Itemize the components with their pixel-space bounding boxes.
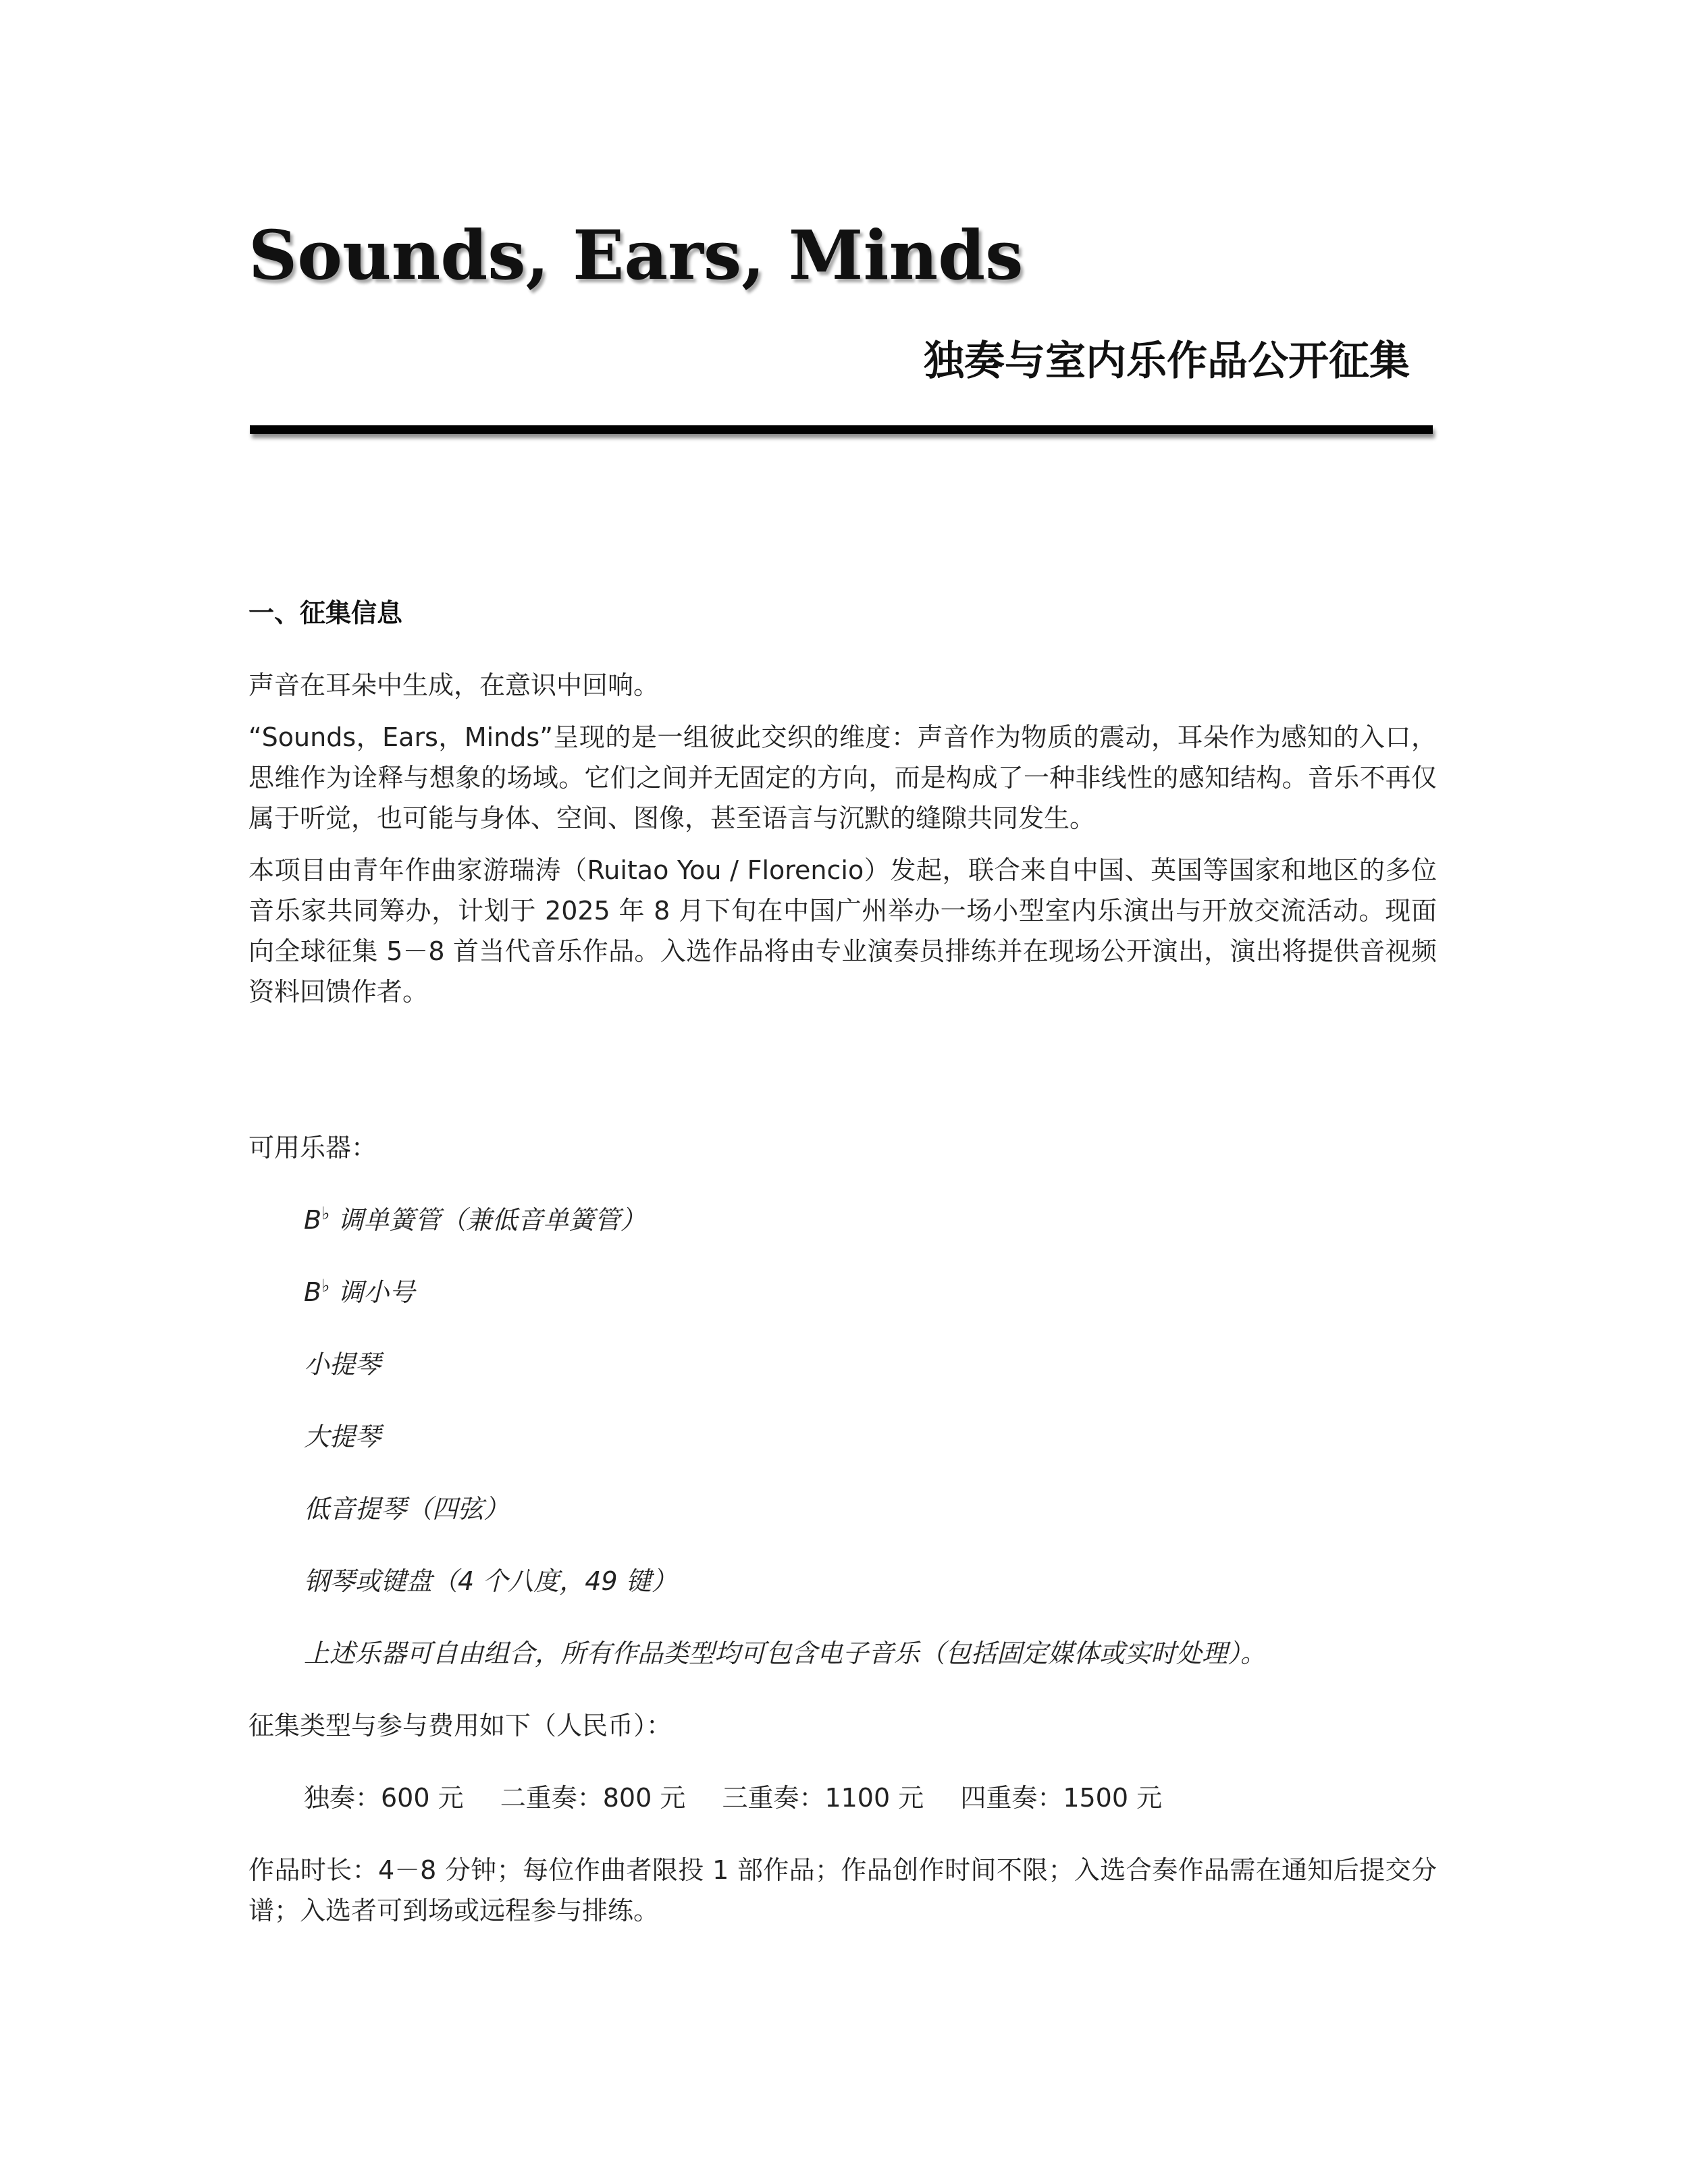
- flat-symbol: ♭: [321, 1276, 330, 1296]
- fee-list: [248, 1778, 1437, 1818]
- title-divider: [250, 425, 1433, 434]
- instrument-violin: 小提琴: [304, 1350, 381, 1379]
- document-title: Sounds, Ears, Minds: [248, 215, 1024, 295]
- section-call-info: [248, 593, 1437, 1942]
- instrument-clarinet: [248, 1200, 1437, 1240]
- note-letter: B: [304, 1277, 322, 1307]
- instrument-viola: 大提琴: [304, 1422, 381, 1451]
- instrument-list: [248, 1200, 1437, 1674]
- fee-trio: 三重奏：1100 元: [722, 1783, 924, 1813]
- instrument-clarinet-label: 调单簧管（兼低音单簧管）: [338, 1205, 646, 1235]
- concept-paragraph: “Sounds，Ears，Minds”呈现的是一组彼此交织的维度：声音作为物质的震动，耳朵作为感知的入口，思维作为诠释与想象的场域。它们之间并无固定的方向，而是构成了一种非线性的感知结构。音乐不再仅属于听觉，也可能与身体、空间、图像，甚至语言与沉默的缝隙共同发生。: [248, 722, 1437, 833]
- project-paragraph: 本项目由青年作曲家游瑞涛（Ruitao You / Florencio）发起，联合来自中国、英国等国家和地区的多位音乐家共同筹办，计划于 2025 年 8 月下旬在中国广州举办一场小型室内乐演出与开放交流活动。现面向全球征集 5－8 首当代音乐作品。入选作品将由专业演奏员排练并在现场公开演出，演出将提供音视频资料回馈作者。: [248, 855, 1437, 1007]
- fee-duo: 二重奏：800 元: [500, 1783, 686, 1813]
- requirements-paragraph: 作品时长：4－8 分钟；每位作曲者限投 1 部作品；作品创作时间不限；入选合奏作品需在通知后提交分谱；入选者可到场或远程参与排练。: [248, 1855, 1437, 1925]
- document-subtitle: 独奏与室内乐作品公开征集: [924, 338, 1410, 385]
- intro-paragraph: 声音在耳朵中生成，在意识中回响。: [248, 670, 660, 700]
- spacer: [248, 1023, 1437, 1127]
- section-heading: 一、征集信息: [248, 598, 403, 628]
- instrument-double-bass: 低音提琴（四弦）: [304, 1494, 510, 1524]
- instrument-note: 上述乐器可自由组合，所有作品类型均可包含电子音乐（包括固定媒体或实时处理）。: [304, 1639, 1267, 1668]
- fee-quartet: 四重奏：1500 元: [960, 1783, 1163, 1813]
- flat-symbol: ♭: [321, 1204, 330, 1224]
- instruments-label: 可用乐器：: [248, 1133, 377, 1163]
- note-letter: B: [304, 1205, 322, 1235]
- fee-solo: 独奏：600 元: [304, 1783, 464, 1813]
- instrument-trumpet-label: 调小号: [338, 1277, 415, 1307]
- fees-label: 征集类型与参与费用如下（人民币）：: [248, 1711, 672, 1740]
- instrument-trumpet: [248, 1272, 1437, 1312]
- instrument-piano: 钢琴或键盘（4 个八度，49 键）: [304, 1566, 677, 1596]
